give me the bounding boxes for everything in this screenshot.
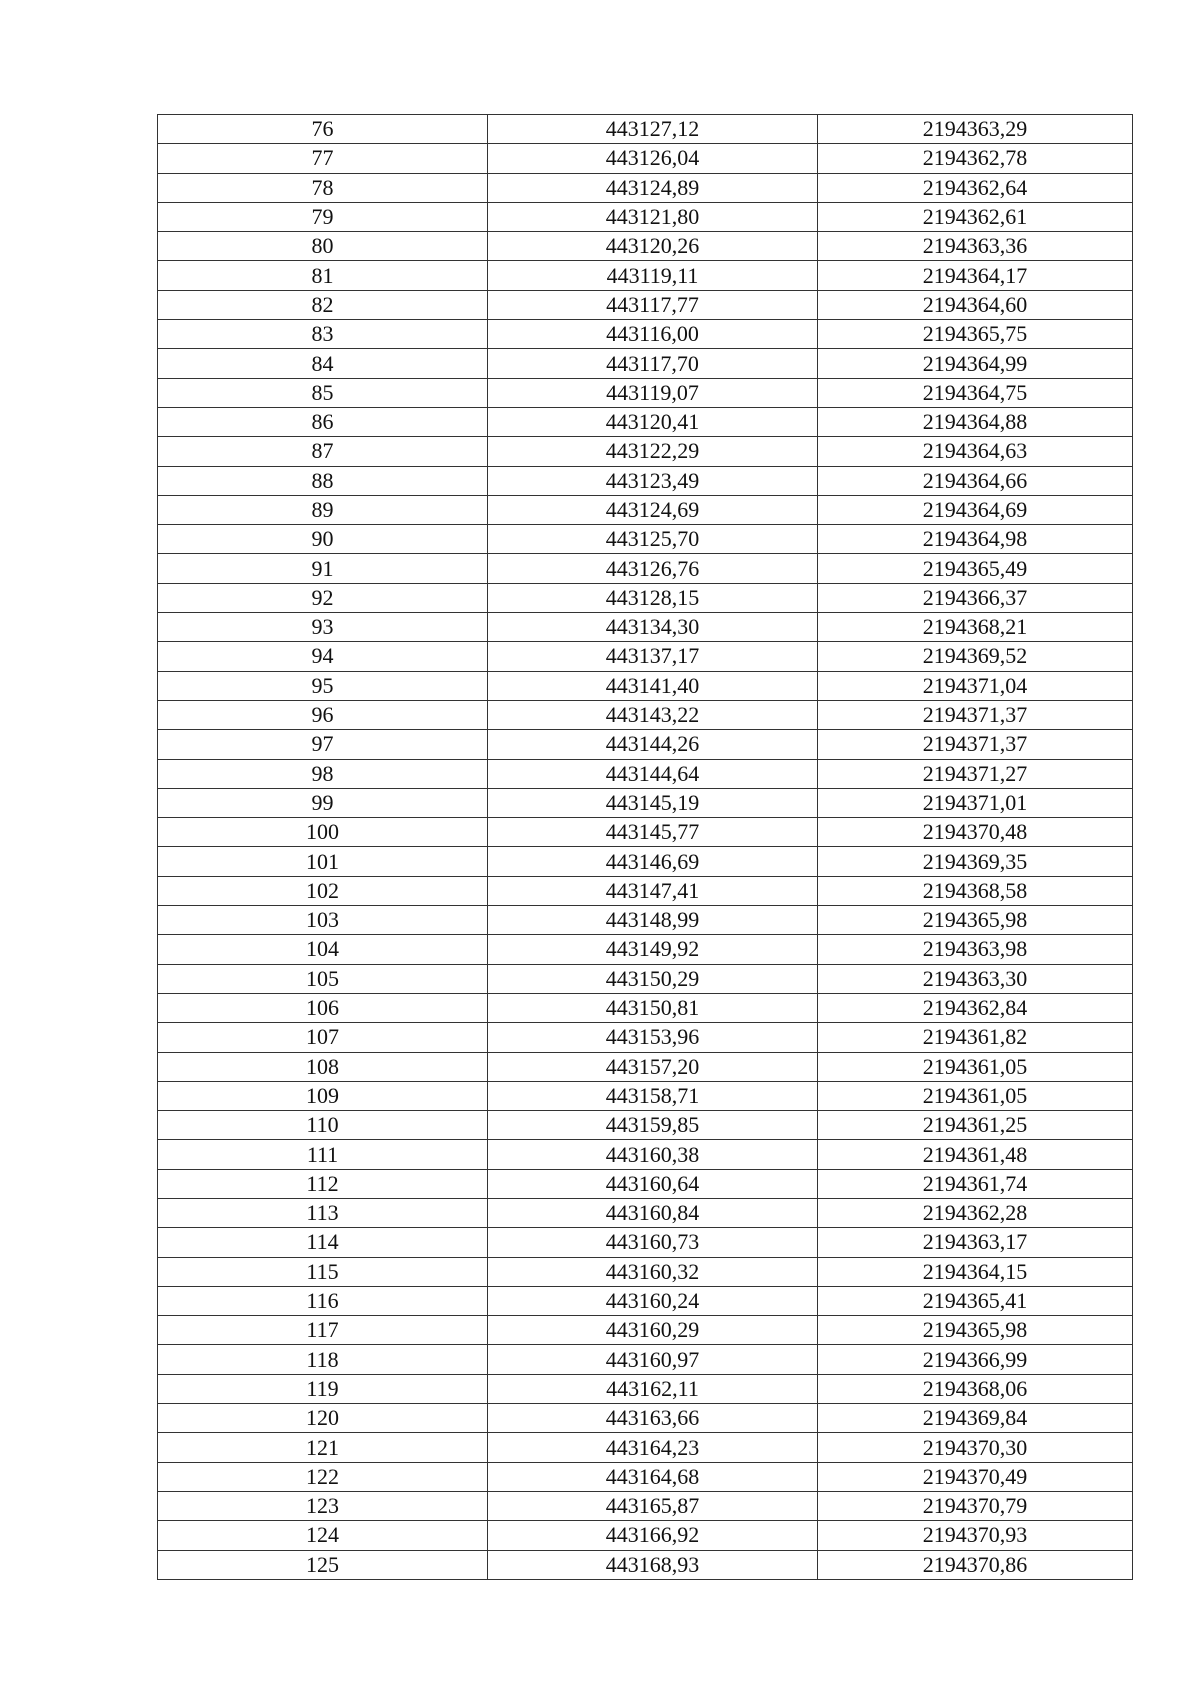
x-coordinate-cell: 443128,15 <box>488 583 818 612</box>
point-number-cell: 84 <box>158 349 488 378</box>
table-row <box>158 788 1133 817</box>
table-row <box>158 1169 1133 1198</box>
y-coordinate-cell: 2194361,05 <box>818 1052 1133 1081</box>
table-row <box>158 320 1133 349</box>
table-row <box>158 671 1133 700</box>
table-row <box>158 759 1133 788</box>
y-coordinate-cell: 2194364,66 <box>818 466 1133 495</box>
x-coordinate-cell: 443124,69 <box>488 495 818 524</box>
x-coordinate-cell: 443122,29 <box>488 437 818 466</box>
x-coordinate-cell: 443144,26 <box>488 730 818 759</box>
y-coordinate-cell: 2194365,75 <box>818 320 1133 349</box>
x-coordinate-cell: 443150,81 <box>488 993 818 1022</box>
y-coordinate-cell: 2194366,99 <box>818 1345 1133 1374</box>
x-coordinate-cell: 443164,68 <box>488 1462 818 1491</box>
point-number-cell: 86 <box>158 407 488 436</box>
y-coordinate-cell: 2194371,37 <box>818 700 1133 729</box>
table-row <box>158 202 1133 231</box>
x-coordinate-cell: 443126,76 <box>488 554 818 583</box>
point-number-cell: 85 <box>158 378 488 407</box>
point-number-cell: 102 <box>158 876 488 905</box>
table-row <box>158 1491 1133 1520</box>
y-coordinate-cell: 2194363,36 <box>818 232 1133 261</box>
x-coordinate-cell: 443119,11 <box>488 261 818 290</box>
y-coordinate-cell: 2194363,30 <box>818 964 1133 993</box>
table-row <box>158 1052 1133 1081</box>
y-coordinate-cell: 2194371,04 <box>818 671 1133 700</box>
x-coordinate-cell: 443165,87 <box>488 1491 818 1520</box>
point-number-cell: 117 <box>158 1316 488 1345</box>
table-row <box>158 993 1133 1022</box>
table-row <box>158 1374 1133 1403</box>
x-coordinate-cell: 443127,12 <box>488 115 818 144</box>
y-coordinate-cell: 2194364,17 <box>818 261 1133 290</box>
table-row <box>158 1521 1133 1550</box>
table-row <box>158 1081 1133 1110</box>
y-coordinate-cell: 2194371,01 <box>818 788 1133 817</box>
table-row <box>158 378 1133 407</box>
y-coordinate-cell: 2194368,58 <box>818 876 1133 905</box>
y-coordinate-cell: 2194370,48 <box>818 818 1133 847</box>
point-number-cell: 109 <box>158 1081 488 1110</box>
table-row <box>158 583 1133 612</box>
point-number-cell: 80 <box>158 232 488 261</box>
y-coordinate-cell: 2194364,15 <box>818 1257 1133 1286</box>
point-number-cell: 92 <box>158 583 488 612</box>
table-row <box>158 730 1133 759</box>
x-coordinate-cell: 443153,96 <box>488 1023 818 1052</box>
x-coordinate-cell: 443126,04 <box>488 144 818 173</box>
point-number-cell: 77 <box>158 144 488 173</box>
y-coordinate-cell: 2194362,84 <box>818 993 1133 1022</box>
point-number-cell: 93 <box>158 613 488 642</box>
point-number-cell: 83 <box>158 320 488 349</box>
point-number-cell: 88 <box>158 466 488 495</box>
x-coordinate-cell: 443150,29 <box>488 964 818 993</box>
table-row <box>158 144 1133 173</box>
y-coordinate-cell: 2194364,60 <box>818 290 1133 319</box>
x-coordinate-cell: 443141,40 <box>488 671 818 700</box>
x-coordinate-cell: 443134,30 <box>488 613 818 642</box>
x-coordinate-cell: 443119,07 <box>488 378 818 407</box>
point-number-cell: 81 <box>158 261 488 290</box>
x-coordinate-cell: 443160,64 <box>488 1169 818 1198</box>
point-number-cell: 100 <box>158 818 488 847</box>
point-number-cell: 119 <box>158 1374 488 1403</box>
x-coordinate-cell: 443117,77 <box>488 290 818 319</box>
point-number-cell: 90 <box>158 525 488 554</box>
x-coordinate-cell: 443163,66 <box>488 1404 818 1433</box>
x-coordinate-cell: 443160,84 <box>488 1198 818 1227</box>
y-coordinate-cell: 2194371,37 <box>818 730 1133 759</box>
x-coordinate-cell: 443145,19 <box>488 788 818 817</box>
table-row <box>158 437 1133 466</box>
y-coordinate-cell: 2194362,61 <box>818 202 1133 231</box>
point-number-cell: 104 <box>158 935 488 964</box>
x-coordinate-cell: 443159,85 <box>488 1111 818 1140</box>
point-number-cell: 118 <box>158 1345 488 1374</box>
x-coordinate-cell: 443149,92 <box>488 935 818 964</box>
x-coordinate-cell: 443148,99 <box>488 906 818 935</box>
x-coordinate-cell: 443164,23 <box>488 1433 818 1462</box>
x-coordinate-cell: 443168,93 <box>488 1550 818 1579</box>
point-number-cell: 113 <box>158 1198 488 1227</box>
coordinates-table <box>157 114 1133 1580</box>
table-row <box>158 1286 1133 1315</box>
point-number-cell: 121 <box>158 1433 488 1462</box>
x-coordinate-cell: 443158,71 <box>488 1081 818 1110</box>
y-coordinate-cell: 2194364,98 <box>818 525 1133 554</box>
y-coordinate-cell: 2194361,82 <box>818 1023 1133 1052</box>
table-row <box>158 1550 1133 1579</box>
point-number-cell: 106 <box>158 993 488 1022</box>
y-coordinate-cell: 2194371,27 <box>818 759 1133 788</box>
y-coordinate-cell: 2194365,49 <box>818 554 1133 583</box>
table-row <box>158 1111 1133 1140</box>
y-coordinate-cell: 2194364,99 <box>818 349 1133 378</box>
y-coordinate-cell: 2194368,21 <box>818 613 1133 642</box>
table-row <box>158 935 1133 964</box>
table-row <box>158 173 1133 202</box>
y-coordinate-cell: 2194364,63 <box>818 437 1133 466</box>
x-coordinate-cell: 443120,41 <box>488 407 818 436</box>
x-coordinate-cell: 443146,69 <box>488 847 818 876</box>
x-coordinate-cell: 443147,41 <box>488 876 818 905</box>
y-coordinate-cell: 2194370,86 <box>818 1550 1133 1579</box>
x-coordinate-cell: 443145,77 <box>488 818 818 847</box>
point-number-cell: 110 <box>158 1111 488 1140</box>
point-number-cell: 103 <box>158 906 488 935</box>
y-coordinate-cell: 2194364,69 <box>818 495 1133 524</box>
table-row <box>158 290 1133 319</box>
point-number-cell: 122 <box>158 1462 488 1491</box>
point-number-cell: 96 <box>158 700 488 729</box>
x-coordinate-cell: 443160,97 <box>488 1345 818 1374</box>
point-number-cell: 112 <box>158 1169 488 1198</box>
table-row <box>158 1228 1133 1257</box>
table-row <box>158 1462 1133 1491</box>
x-coordinate-cell: 443137,17 <box>488 642 818 671</box>
point-number-cell: 101 <box>158 847 488 876</box>
point-number-cell: 89 <box>158 495 488 524</box>
table-row <box>158 876 1133 905</box>
point-number-cell: 115 <box>158 1257 488 1286</box>
point-number-cell: 105 <box>158 964 488 993</box>
x-coordinate-cell: 443120,26 <box>488 232 818 261</box>
y-coordinate-cell: 2194361,48 <box>818 1140 1133 1169</box>
point-number-cell: 95 <box>158 671 488 700</box>
y-coordinate-cell: 2194361,74 <box>818 1169 1133 1198</box>
table-row <box>158 906 1133 935</box>
point-number-cell: 107 <box>158 1023 488 1052</box>
point-number-cell: 98 <box>158 759 488 788</box>
y-coordinate-cell: 2194369,84 <box>818 1404 1133 1433</box>
x-coordinate-cell: 443117,70 <box>488 349 818 378</box>
point-number-cell: 99 <box>158 788 488 817</box>
table-row <box>158 525 1133 554</box>
y-coordinate-cell: 2194364,88 <box>818 407 1133 436</box>
x-coordinate-cell: 443121,80 <box>488 202 818 231</box>
coordinates-table-body <box>158 115 1133 1580</box>
table-row <box>158 1023 1133 1052</box>
table-row <box>158 407 1133 436</box>
y-coordinate-cell: 2194361,25 <box>818 1111 1133 1140</box>
x-coordinate-cell: 443166,92 <box>488 1521 818 1550</box>
table-row <box>158 818 1133 847</box>
x-coordinate-cell: 443160,38 <box>488 1140 818 1169</box>
point-number-cell: 87 <box>158 437 488 466</box>
table-row <box>158 847 1133 876</box>
table-row <box>158 349 1133 378</box>
y-coordinate-cell: 2194362,28 <box>818 1198 1133 1227</box>
point-number-cell: 111 <box>158 1140 488 1169</box>
y-coordinate-cell: 2194369,35 <box>818 847 1133 876</box>
point-number-cell: 97 <box>158 730 488 759</box>
y-coordinate-cell: 2194370,49 <box>818 1462 1133 1491</box>
point-number-cell: 82 <box>158 290 488 319</box>
y-coordinate-cell: 2194362,64 <box>818 173 1133 202</box>
table-row <box>158 1404 1133 1433</box>
table-row <box>158 1433 1133 1462</box>
point-number-cell: 108 <box>158 1052 488 1081</box>
point-number-cell: 91 <box>158 554 488 583</box>
point-number-cell: 125 <box>158 1550 488 1579</box>
table-row <box>158 1257 1133 1286</box>
table-row <box>158 964 1133 993</box>
point-number-cell: 124 <box>158 1521 488 1550</box>
x-coordinate-cell: 443160,32 <box>488 1257 818 1286</box>
y-coordinate-cell: 2194370,30 <box>818 1433 1133 1462</box>
point-number-cell: 79 <box>158 202 488 231</box>
y-coordinate-cell: 2194370,93 <box>818 1521 1133 1550</box>
point-number-cell: 76 <box>158 115 488 144</box>
point-number-cell: 123 <box>158 1491 488 1520</box>
point-number-cell: 94 <box>158 642 488 671</box>
point-number-cell: 120 <box>158 1404 488 1433</box>
x-coordinate-cell: 443144,64 <box>488 759 818 788</box>
y-coordinate-cell: 2194368,06 <box>818 1374 1133 1403</box>
table-row <box>158 642 1133 671</box>
table-row <box>158 232 1133 261</box>
table-row <box>158 261 1133 290</box>
x-coordinate-cell: 443116,00 <box>488 320 818 349</box>
x-coordinate-cell: 443160,24 <box>488 1286 818 1315</box>
y-coordinate-cell: 2194363,17 <box>818 1228 1133 1257</box>
point-number-cell: 114 <box>158 1228 488 1257</box>
x-coordinate-cell: 443160,29 <box>488 1316 818 1345</box>
x-coordinate-cell: 443124,89 <box>488 173 818 202</box>
table-row <box>158 554 1133 583</box>
x-coordinate-cell: 443143,22 <box>488 700 818 729</box>
table-row <box>158 613 1133 642</box>
x-coordinate-cell: 443160,73 <box>488 1228 818 1257</box>
point-number-cell: 116 <box>158 1286 488 1315</box>
y-coordinate-cell: 2194361,05 <box>818 1081 1133 1110</box>
y-coordinate-cell: 2194363,98 <box>818 935 1133 964</box>
y-coordinate-cell: 2194365,41 <box>818 1286 1133 1315</box>
y-coordinate-cell: 2194369,52 <box>818 642 1133 671</box>
table-row <box>158 1345 1133 1374</box>
table-row <box>158 700 1133 729</box>
table-row <box>158 1198 1133 1227</box>
y-coordinate-cell: 2194365,98 <box>818 906 1133 935</box>
x-coordinate-cell: 443162,11 <box>488 1374 818 1403</box>
y-coordinate-cell: 2194362,78 <box>818 144 1133 173</box>
x-coordinate-cell: 443123,49 <box>488 466 818 495</box>
y-coordinate-cell: 2194370,79 <box>818 1491 1133 1520</box>
table-row <box>158 1140 1133 1169</box>
table-row <box>158 1316 1133 1345</box>
table-row <box>158 466 1133 495</box>
point-number-cell: 78 <box>158 173 488 202</box>
y-coordinate-cell: 2194366,37 <box>818 583 1133 612</box>
y-coordinate-cell: 2194364,75 <box>818 378 1133 407</box>
table-row <box>158 495 1133 524</box>
y-coordinate-cell: 2194365,98 <box>818 1316 1133 1345</box>
x-coordinate-cell: 443157,20 <box>488 1052 818 1081</box>
y-coordinate-cell: 2194363,29 <box>818 115 1133 144</box>
x-coordinate-cell: 443125,70 <box>488 525 818 554</box>
table-row <box>158 115 1133 144</box>
